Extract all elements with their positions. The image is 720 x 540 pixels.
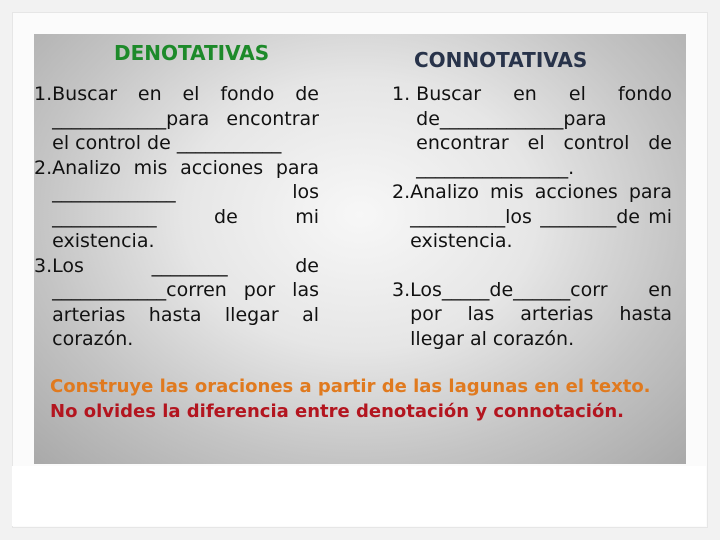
item-text: Buscar en el fondo de_____________para encontrar el control de ________________. xyxy=(416,83,672,179)
list-item xyxy=(34,254,319,352)
item-number: 1. xyxy=(392,83,417,105)
item-text: Analizo mis acciones para _____________ los ___________ de mi existencia. xyxy=(52,156,319,252)
list-item xyxy=(34,156,319,254)
denotative-list xyxy=(34,82,319,352)
item-number: 1. xyxy=(34,83,53,105)
item-number: 3. xyxy=(392,278,411,301)
instruction-text xyxy=(50,374,670,424)
list-item xyxy=(392,278,672,352)
heading-denotativas: DENOTATIVAS xyxy=(114,41,270,65)
item-text: Los_____de______corr en por las arterias hasta llegar al corazón. xyxy=(410,278,672,350)
heading-connotativas: CONNOTATIVAS xyxy=(414,48,588,72)
instruction-part-1: Construye las oraciones a partir de las lagunas en el texto. xyxy=(50,376,651,397)
list-item xyxy=(392,180,672,254)
item-number: 3. xyxy=(34,254,53,277)
footer-band xyxy=(12,466,706,526)
list-item xyxy=(34,82,319,156)
instruction-part-2: No olvides la diferencia entre denotación y connotación. xyxy=(50,401,624,422)
connotative-list xyxy=(392,82,672,351)
item-text: Analizo mis acciones para __________los ________de mi existencia. xyxy=(410,181,672,252)
item-number: 2. xyxy=(392,181,411,203)
list-item xyxy=(392,82,672,180)
item-text: Buscar en el fondo de ____________para encontrar el control de ___________ xyxy=(52,83,319,154)
item-number: 2. xyxy=(34,156,53,179)
item-text: Los ________ de ____________corren por las arterias hasta llegar al corazón. xyxy=(52,254,319,350)
